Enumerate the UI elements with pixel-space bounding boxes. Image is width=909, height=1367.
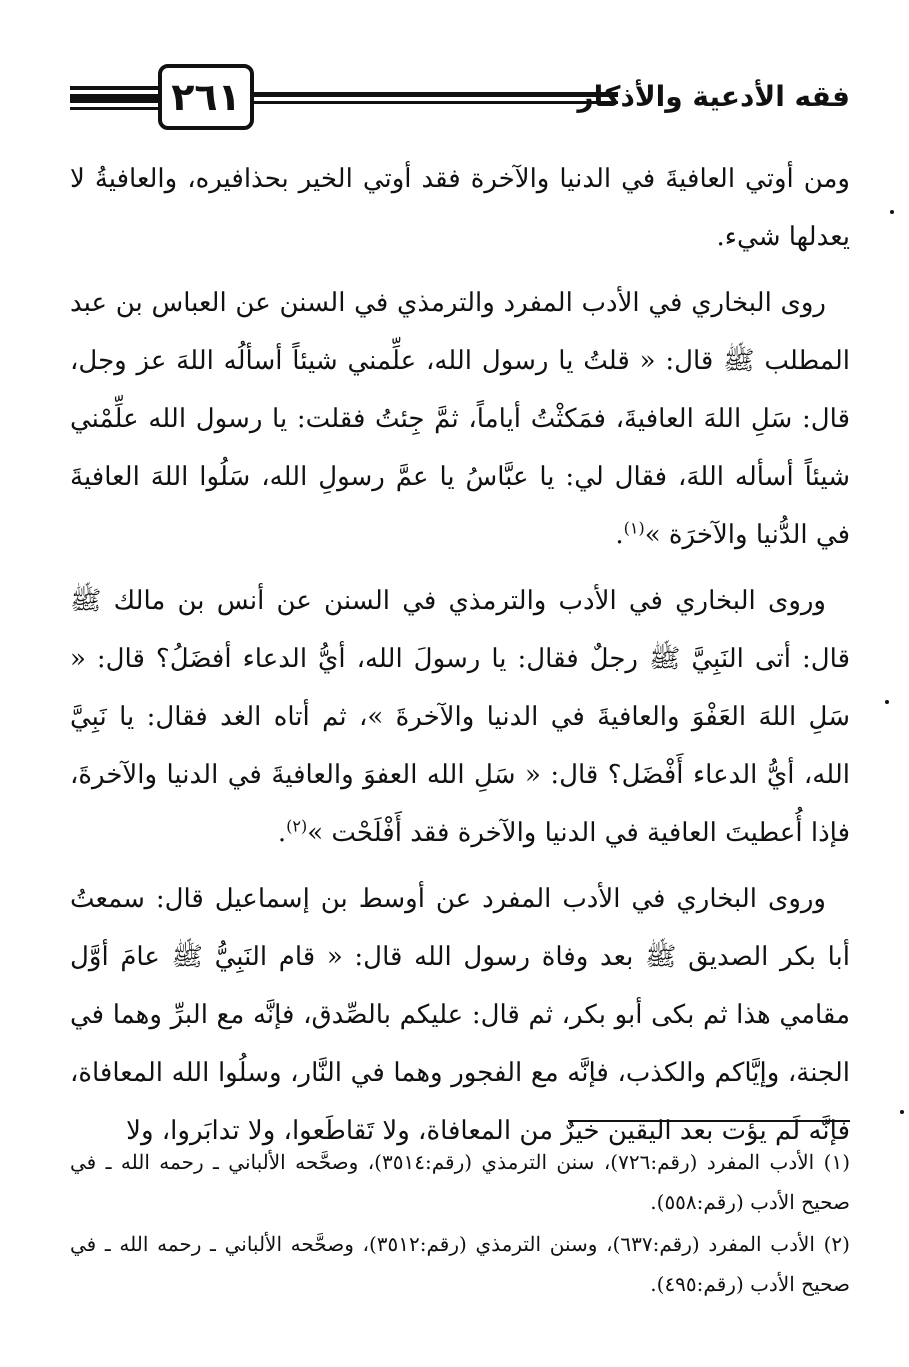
paragraph-3-text: وروى البخاري في الأدب والترمذي في السنن عن أنس بن مالك ﷺ قال: أتى النَبِيَّ ﷺ رجلٌ فقال: يا رسولَ الله، أيُّ الدعاء أفضَلُ؟ قال: « سَلِ اللهَ العَفْوَ والعافيةَ في الدنيا والآخرةَ »، ثم أتاه الغد فقال: يا نَبِيَّ الله، أيُّ الدعاء أَفْضَل؟ قال: « سَلِ الله العفوَ والعافيةَ في الدنيا والآخرةَ، فإذا أُعطيتَ العافية في الدنيا والآخرة فقد أَفْلَحْت » bbox=[70, 586, 850, 848]
paragraph-3 bbox=[70, 572, 850, 862]
paragraph-2-end: . bbox=[615, 520, 624, 550]
footnote-1: (١) الأدب المفرد (رقم:٧٢٦)، سنن الترمذي (رقم:٣٥١٤)، وصحَّحه الألباني ـ رحمه الله ـ في صحيح الأدب (رقم:٥٥٨). bbox=[70, 1150, 850, 1214]
header-rule bbox=[248, 92, 618, 97]
footnote-ref-1: (١) bbox=[623, 518, 645, 538]
footnote-divider bbox=[568, 1120, 850, 1122]
scan-mark bbox=[900, 1110, 904, 1114]
main-text bbox=[70, 150, 850, 1168]
header-rule bbox=[70, 86, 160, 90]
header-rule bbox=[70, 107, 160, 110]
header-rule bbox=[248, 101, 618, 104]
running-title: فقه الأدعية والأذكار bbox=[577, 80, 850, 113]
scan-mark bbox=[890, 210, 894, 214]
paragraph-2-text: روى البخاري في الأدب المفرد والترمذي في السنن عن العباس بن عبد المطلب ﷺ قال: « قلتُ يا رسول الله، علِّمني شيئاً أسألُه اللهَ عز وجل، قال: سَلِ اللهَ العافيةَ، فمَكثْتُ أياماً، ثمَّ جِئتُ فقلت: يا رسول الله علِّمْني شيئاً أسأله اللهَ، فقال لي: يا عبَّاسُ يا عمَّ رسولِ الله، سَلُوا اللهَ العافيةَ في الدُّنيا والآخرَة » bbox=[70, 288, 850, 550]
footnotes bbox=[70, 1142, 850, 1306]
paragraph-1: ومن أوتي العافيةَ في الدنيا والآخرة فقد أوتي الخير بحذافيره، والعافيةُ لا يعدلها شيء. bbox=[70, 164, 850, 252]
paragraph-2 bbox=[70, 274, 850, 564]
footnote-2: (٢) الأدب المفرد (رقم:٦٣٧)، وسنن الترمذي (رقم:٣٥١٢)، وصحَّحه الألباني ـ رحمه الله ـ في صحيح الأدب (رقم:٤٩٥). bbox=[70, 1232, 850, 1296]
header-rule bbox=[70, 94, 160, 103]
paragraph-3-end: . bbox=[277, 818, 287, 848]
paragraph-4: وروى البخاري في الأدب المفرد عن أوسط بن إسماعيل قال: سمعتُ أبا بكر الصديق ﷺ بعد وفاة رسول الله قال: « قام النَبِيُّ ﷺ عامَ أوَّل مقامي هذا ثم بكى أبو بكر، ثم قال: عليكم بالصِّدق، فإنَّه مع البرِّ وهما في الجنة، وإيَّاكم والكذب، فإنَّه مع الفجور وهما في النَّار، وسلُوا الله المعافاة، فإنَّه لَم يؤت بعد اليقين خيرٌ من المعافاة، ولا تَقاطَعوا، ولا تدابَروا، ولا bbox=[70, 884, 850, 1146]
scan-mark bbox=[885, 700, 889, 704]
page-number: ٢٦١ bbox=[158, 64, 254, 130]
page-header bbox=[70, 62, 850, 132]
footnote-ref-2: (٢) bbox=[286, 816, 308, 836]
